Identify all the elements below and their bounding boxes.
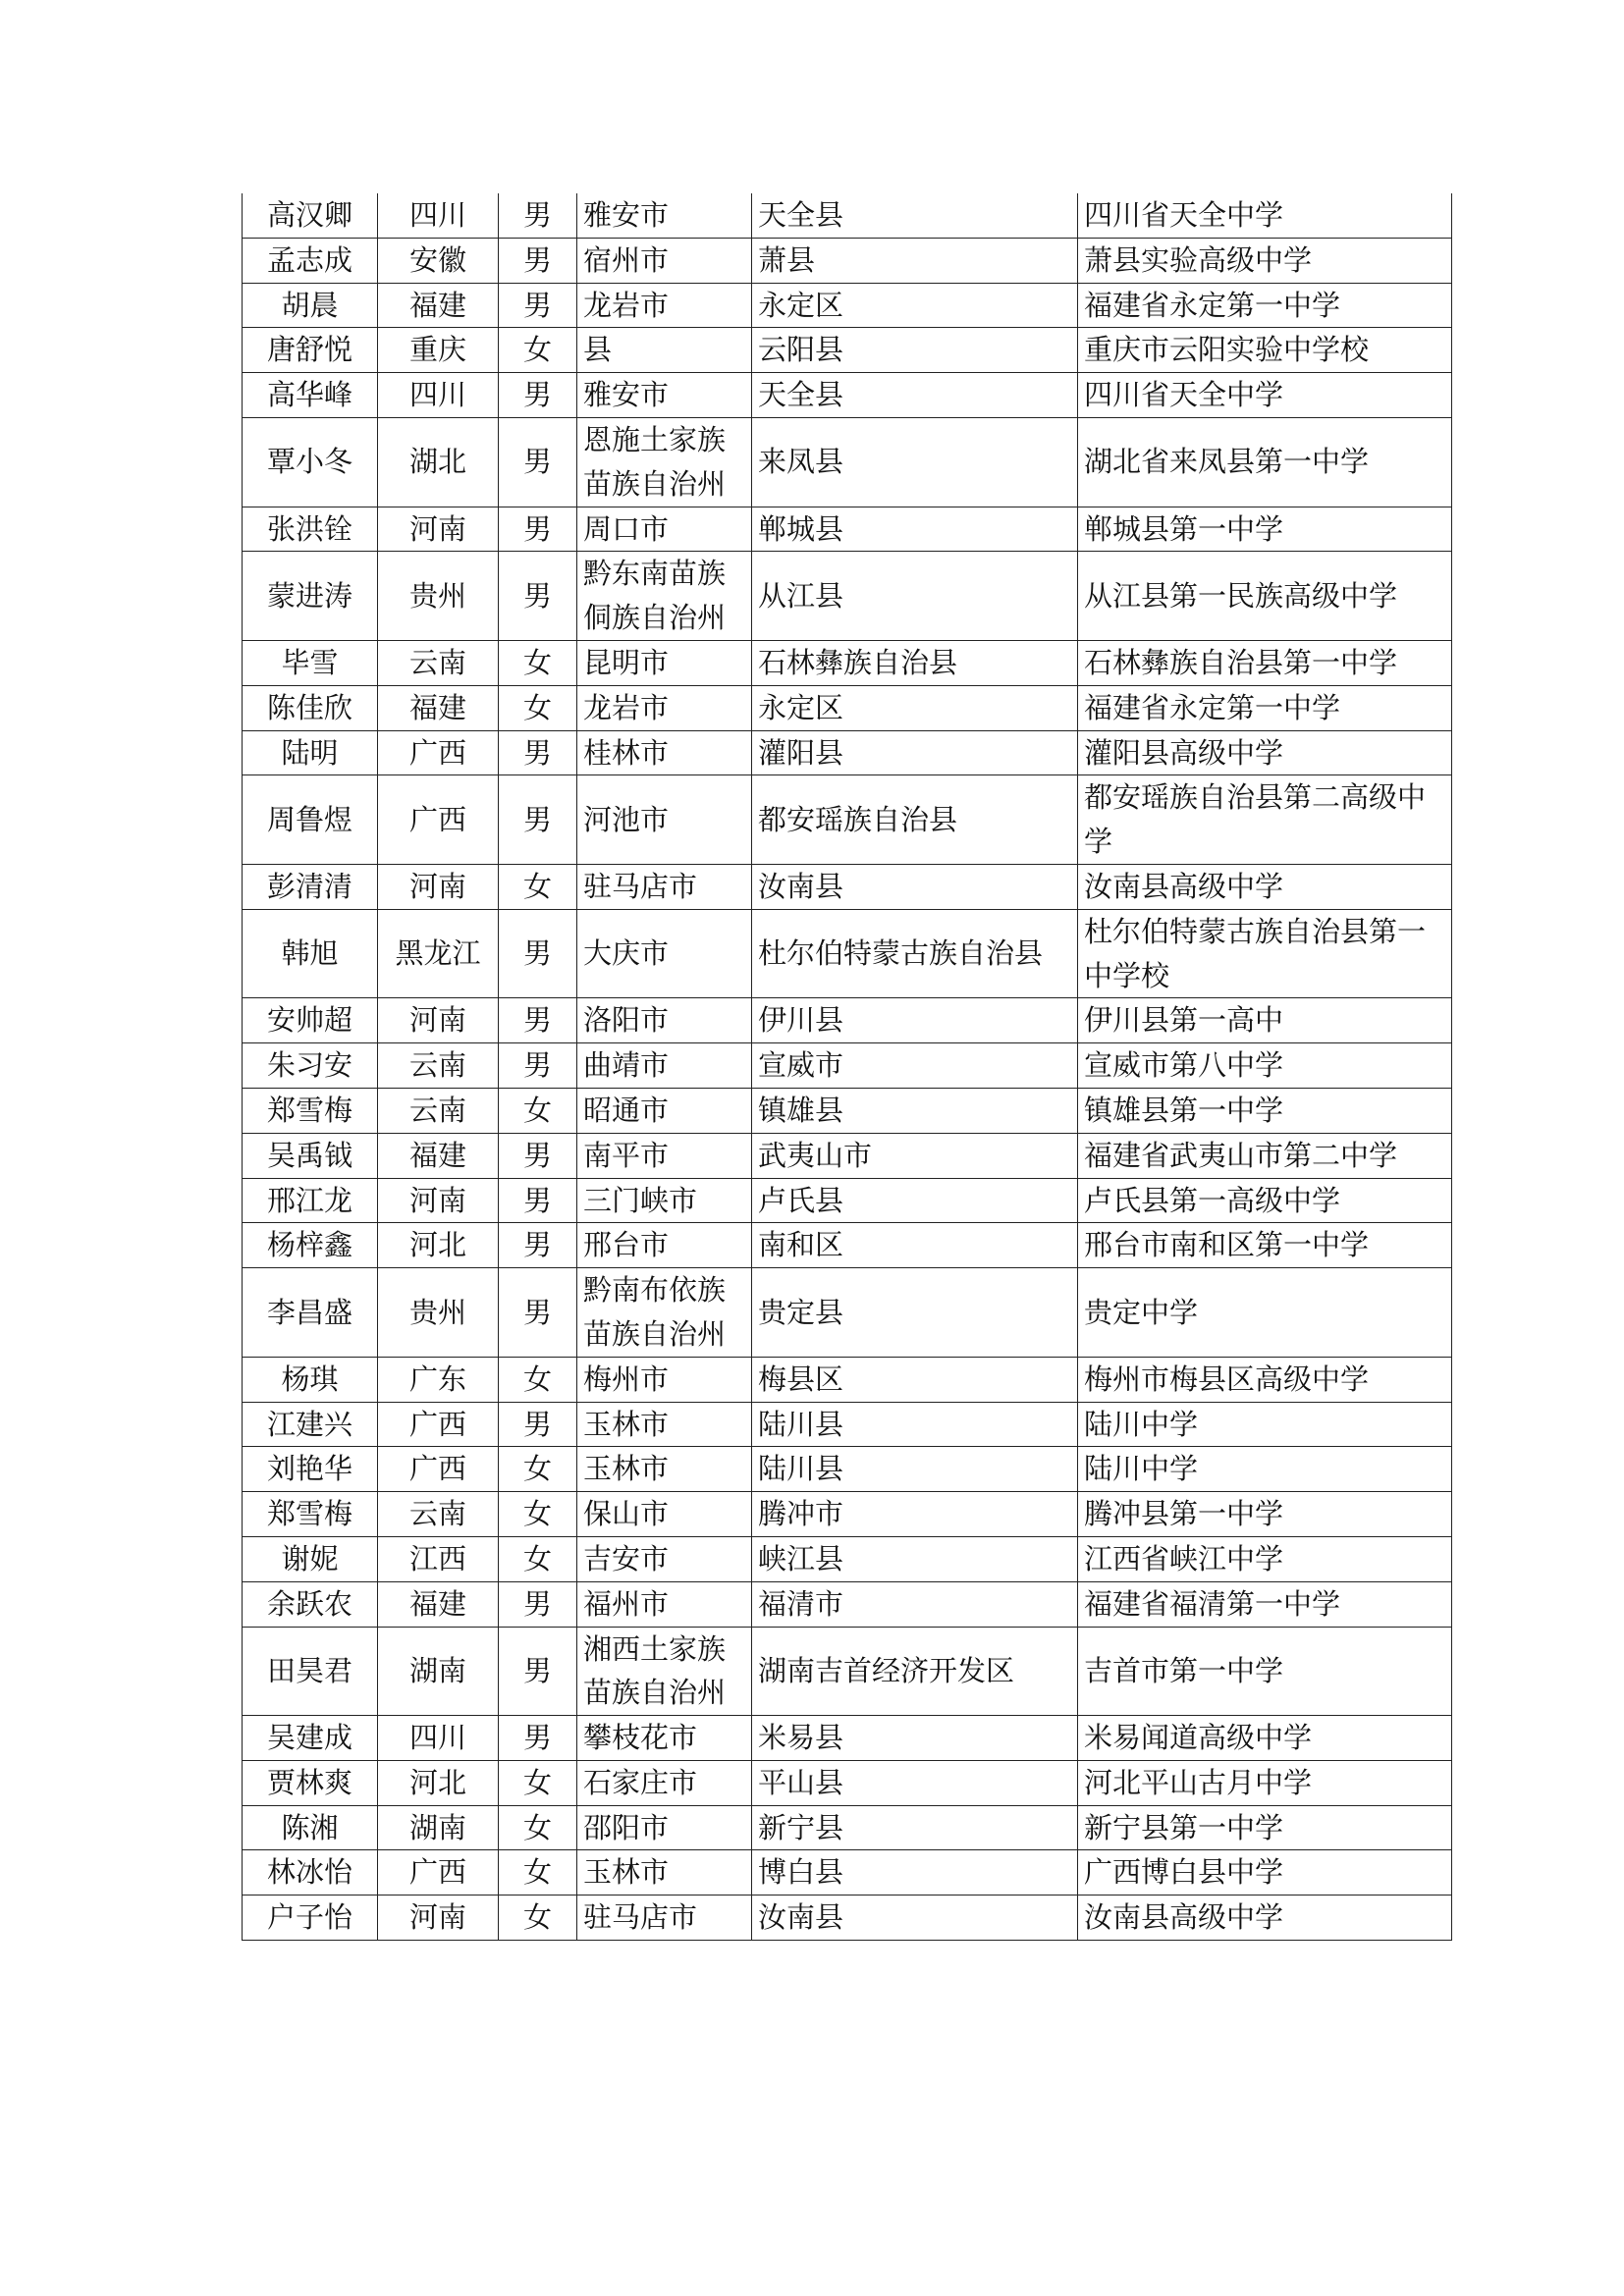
table-row — [243, 1536, 1452, 1581]
county-cell: 卢氏县 — [752, 1178, 1078, 1223]
city-cell: 桂林市 — [577, 730, 752, 775]
school-cell: 梅州市梅县区高级中学 — [1078, 1357, 1452, 1402]
county-cell: 贵定县 — [752, 1268, 1078, 1358]
student-name-cell: 张洪铨 — [243, 507, 378, 552]
gender-cell: 男 — [499, 373, 577, 418]
city-cell: 攀枝花市 — [577, 1716, 752, 1761]
city-cell: 梅州市 — [577, 1357, 752, 1402]
gender-cell: 男 — [499, 1581, 577, 1627]
gender-cell: 女 — [499, 1536, 577, 1581]
county-cell: 杜尔伯特蒙古族自治县 — [752, 909, 1078, 998]
school-cell: 广西博白县中学 — [1078, 1850, 1452, 1896]
county-cell: 汝南县 — [752, 1896, 1078, 1941]
table-row — [243, 775, 1452, 865]
province-cell: 江西 — [378, 1536, 499, 1581]
county-cell: 永定区 — [752, 283, 1078, 328]
city-cell: 玉林市 — [577, 1447, 752, 1492]
school-cell: 腾冲县第一中学 — [1078, 1492, 1452, 1537]
county-cell: 伊川县 — [752, 998, 1078, 1043]
student-name-cell: 高华峰 — [243, 373, 378, 418]
province-cell: 广西 — [378, 775, 499, 865]
gender-cell: 男 — [499, 1402, 577, 1447]
province-cell: 重庆 — [378, 328, 499, 373]
province-cell: 四川 — [378, 1716, 499, 1761]
school-cell: 镇雄县第一中学 — [1078, 1088, 1452, 1133]
student-name-cell: 杨梓鑫 — [243, 1223, 378, 1268]
gender-cell: 男 — [499, 1178, 577, 1223]
student-name-cell: 唐舒悦 — [243, 328, 378, 373]
table-row — [243, 998, 1452, 1043]
county-cell: 天全县 — [752, 193, 1078, 238]
city-cell: 雅安市 — [577, 373, 752, 418]
school-cell: 汝南县高级中学 — [1078, 864, 1452, 909]
table-row — [243, 730, 1452, 775]
student-name-cell: 江建兴 — [243, 1402, 378, 1447]
province-cell: 云南 — [378, 1492, 499, 1537]
province-cell: 湖北 — [378, 417, 499, 507]
roster-body — [243, 193, 1452, 1941]
school-cell: 四川省天全中学 — [1078, 193, 1452, 238]
city-cell: 邵阳市 — [577, 1805, 752, 1850]
student-name-cell: 陈佳欣 — [243, 685, 378, 730]
county-cell: 陆川县 — [752, 1402, 1078, 1447]
city-cell: 湘西土家族苗族自治州 — [577, 1627, 752, 1716]
city-cell: 县 — [577, 328, 752, 373]
gender-cell: 男 — [499, 1133, 577, 1178]
county-cell: 峡江县 — [752, 1536, 1078, 1581]
student-name-cell: 彭清清 — [243, 864, 378, 909]
gender-cell: 男 — [499, 417, 577, 507]
school-cell: 杜尔伯特蒙古族自治县第一中学校 — [1078, 909, 1452, 998]
school-cell: 四川省天全中学 — [1078, 373, 1452, 418]
province-cell: 安徽 — [378, 238, 499, 283]
city-cell: 大庆市 — [577, 909, 752, 998]
province-cell: 河北 — [378, 1760, 499, 1805]
school-cell: 福建省武夷山市第二中学 — [1078, 1133, 1452, 1178]
city-cell: 保山市 — [577, 1492, 752, 1537]
table-row — [243, 1178, 1452, 1223]
table-row — [243, 552, 1452, 641]
table-row — [243, 1402, 1452, 1447]
student-name-cell: 陆明 — [243, 730, 378, 775]
province-cell: 广东 — [378, 1357, 499, 1402]
table-row — [243, 507, 1452, 552]
gender-cell: 女 — [499, 1896, 577, 1941]
table-row — [243, 1627, 1452, 1716]
county-cell: 南和区 — [752, 1223, 1078, 1268]
county-cell: 石林彝族自治县 — [752, 640, 1078, 685]
gender-cell: 男 — [499, 283, 577, 328]
school-cell: 郸城县第一中学 — [1078, 507, 1452, 552]
table-row — [243, 1581, 1452, 1627]
student-name-cell: 孟志成 — [243, 238, 378, 283]
table-row — [243, 1850, 1452, 1896]
city-cell: 龙岩市 — [577, 685, 752, 730]
county-cell: 都安瑶族自治县 — [752, 775, 1078, 865]
city-cell: 黔南布依族苗族自治州 — [577, 1268, 752, 1358]
school-cell: 宣威市第八中学 — [1078, 1043, 1452, 1089]
gender-cell: 女 — [499, 328, 577, 373]
table-row — [243, 1492, 1452, 1537]
table-row — [243, 1447, 1452, 1492]
student-name-cell: 覃小冬 — [243, 417, 378, 507]
student-name-cell: 陈湘 — [243, 1805, 378, 1850]
gender-cell: 女 — [499, 1850, 577, 1896]
province-cell: 黑龙江 — [378, 909, 499, 998]
table-row — [243, 1268, 1452, 1358]
city-cell: 玉林市 — [577, 1402, 752, 1447]
county-cell: 武夷山市 — [752, 1133, 1078, 1178]
city-cell: 驻马店市 — [577, 864, 752, 909]
student-name-cell: 毕雪 — [243, 640, 378, 685]
school-cell: 邢台市南和区第一中学 — [1078, 1223, 1452, 1268]
gender-cell: 女 — [499, 1805, 577, 1850]
city-cell: 宿州市 — [577, 238, 752, 283]
province-cell: 广西 — [378, 1402, 499, 1447]
province-cell: 广西 — [378, 1850, 499, 1896]
student-name-cell: 贾林爽 — [243, 1760, 378, 1805]
province-cell: 湖南 — [378, 1627, 499, 1716]
student-name-cell: 胡晨 — [243, 283, 378, 328]
school-cell: 萧县实验高级中学 — [1078, 238, 1452, 283]
table-row — [243, 417, 1452, 507]
county-cell: 从江县 — [752, 552, 1078, 641]
school-cell: 石林彝族自治县第一中学 — [1078, 640, 1452, 685]
county-cell: 汝南县 — [752, 864, 1078, 909]
city-cell: 邢台市 — [577, 1223, 752, 1268]
table-row — [243, 685, 1452, 730]
county-cell: 博白县 — [752, 1850, 1078, 1896]
province-cell: 湖南 — [378, 1805, 499, 1850]
school-cell: 江西省峡江中学 — [1078, 1536, 1452, 1581]
school-cell: 汝南县高级中学 — [1078, 1896, 1452, 1941]
province-cell: 河南 — [378, 864, 499, 909]
city-cell: 南平市 — [577, 1133, 752, 1178]
county-cell: 云阳县 — [752, 328, 1078, 373]
city-cell: 福州市 — [577, 1581, 752, 1627]
table-row — [243, 1088, 1452, 1133]
province-cell: 四川 — [378, 373, 499, 418]
gender-cell: 女 — [499, 1447, 577, 1492]
school-cell: 福建省永定第一中学 — [1078, 283, 1452, 328]
gender-cell: 男 — [499, 1223, 577, 1268]
city-cell: 周口市 — [577, 507, 752, 552]
province-cell: 福建 — [378, 1581, 499, 1627]
county-cell: 平山县 — [752, 1760, 1078, 1805]
gender-cell: 女 — [499, 864, 577, 909]
province-cell: 云南 — [378, 640, 499, 685]
province-cell: 贵州 — [378, 552, 499, 641]
student-name-cell: 杨琪 — [243, 1357, 378, 1402]
county-cell: 福清市 — [752, 1581, 1078, 1627]
student-name-cell: 郑雪梅 — [243, 1088, 378, 1133]
city-cell: 曲靖市 — [577, 1043, 752, 1089]
city-cell: 昆明市 — [577, 640, 752, 685]
table-row — [243, 1716, 1452, 1761]
gender-cell: 男 — [499, 1716, 577, 1761]
city-cell: 河池市 — [577, 775, 752, 865]
gender-cell: 女 — [499, 1492, 577, 1537]
city-cell: 龙岩市 — [577, 283, 752, 328]
province-cell: 河南 — [378, 1896, 499, 1941]
county-cell: 腾冲市 — [752, 1492, 1078, 1537]
county-cell: 萧县 — [752, 238, 1078, 283]
county-cell: 灌阳县 — [752, 730, 1078, 775]
table-row — [243, 864, 1452, 909]
province-cell: 广西 — [378, 1447, 499, 1492]
student-name-cell: 吴建成 — [243, 1716, 378, 1761]
student-name-cell: 安帅超 — [243, 998, 378, 1043]
city-cell: 昭通市 — [577, 1088, 752, 1133]
gender-cell: 男 — [499, 1043, 577, 1089]
school-cell: 福建省福清第一中学 — [1078, 1581, 1452, 1627]
county-cell: 湖南吉首经济开发区 — [752, 1627, 1078, 1716]
student-name-cell: 高汉卿 — [243, 193, 378, 238]
city-cell: 洛阳市 — [577, 998, 752, 1043]
province-cell: 福建 — [378, 685, 499, 730]
student-name-cell: 余跃农 — [243, 1581, 378, 1627]
table-row — [243, 1805, 1452, 1850]
table-row — [243, 1133, 1452, 1178]
school-cell: 伊川县第一高中 — [1078, 998, 1452, 1043]
province-cell: 贵州 — [378, 1268, 499, 1358]
gender-cell: 男 — [499, 1268, 577, 1358]
gender-cell: 女 — [499, 1357, 577, 1402]
school-cell: 吉首市第一中学 — [1078, 1627, 1452, 1716]
province-cell: 四川 — [378, 193, 499, 238]
school-cell: 福建省永定第一中学 — [1078, 685, 1452, 730]
city-cell: 黔东南苗族侗族自治州 — [577, 552, 752, 641]
school-cell: 贵定中学 — [1078, 1268, 1452, 1358]
school-cell: 重庆市云阳实验中学校 — [1078, 328, 1452, 373]
province-cell: 河南 — [378, 1178, 499, 1223]
table-row — [243, 373, 1452, 418]
student-name-cell: 朱习安 — [243, 1043, 378, 1089]
school-cell: 陆川中学 — [1078, 1402, 1452, 1447]
student-name-cell: 刘艳华 — [243, 1447, 378, 1492]
gender-cell: 男 — [499, 730, 577, 775]
city-cell: 玉林市 — [577, 1850, 752, 1896]
school-cell: 湖北省来凤县第一中学 — [1078, 417, 1452, 507]
county-cell: 永定区 — [752, 685, 1078, 730]
gender-cell: 男 — [499, 1627, 577, 1716]
school-cell: 从江县第一民族高级中学 — [1078, 552, 1452, 641]
province-cell: 河北 — [378, 1223, 499, 1268]
gender-cell: 女 — [499, 640, 577, 685]
county-cell: 梅县区 — [752, 1357, 1078, 1402]
student-name-cell: 周鲁煜 — [243, 775, 378, 865]
province-cell: 福建 — [378, 283, 499, 328]
county-cell: 宣威市 — [752, 1043, 1078, 1089]
student-name-cell: 户子怡 — [243, 1896, 378, 1941]
province-cell: 河南 — [378, 998, 499, 1043]
county-cell: 郸城县 — [752, 507, 1078, 552]
gender-cell: 男 — [499, 775, 577, 865]
gender-cell: 女 — [499, 1088, 577, 1133]
table-row — [243, 1896, 1452, 1941]
gender-cell: 女 — [499, 685, 577, 730]
table-row — [243, 328, 1452, 373]
county-cell: 天全县 — [752, 373, 1078, 418]
county-cell: 镇雄县 — [752, 1088, 1078, 1133]
gender-cell: 男 — [499, 998, 577, 1043]
city-cell: 吉安市 — [577, 1536, 752, 1581]
table-row — [243, 1760, 1452, 1805]
table-row — [243, 1357, 1452, 1402]
school-cell: 卢氏县第一高级中学 — [1078, 1178, 1452, 1223]
table-row — [243, 1043, 1452, 1089]
table-row — [243, 909, 1452, 998]
table-row — [243, 238, 1452, 283]
school-cell: 灌阳县高级中学 — [1078, 730, 1452, 775]
gender-cell: 男 — [499, 193, 577, 238]
student-roster-table — [242, 193, 1452, 1941]
province-cell: 云南 — [378, 1043, 499, 1089]
student-name-cell: 谢妮 — [243, 1536, 378, 1581]
gender-cell: 男 — [499, 909, 577, 998]
school-cell: 新宁县第一中学 — [1078, 1805, 1452, 1850]
county-cell: 陆川县 — [752, 1447, 1078, 1492]
student-name-cell: 林冰怡 — [243, 1850, 378, 1896]
county-cell: 米易县 — [752, 1716, 1078, 1761]
school-cell: 陆川中学 — [1078, 1447, 1452, 1492]
province-cell: 广西 — [378, 730, 499, 775]
table-row — [243, 640, 1452, 685]
gender-cell: 男 — [499, 552, 577, 641]
county-cell: 来凤县 — [752, 417, 1078, 507]
student-name-cell: 韩旭 — [243, 909, 378, 998]
student-name-cell: 邢江龙 — [243, 1178, 378, 1223]
county-cell: 新宁县 — [752, 1805, 1078, 1850]
city-cell: 石家庄市 — [577, 1760, 752, 1805]
student-name-cell: 李昌盛 — [243, 1268, 378, 1358]
gender-cell: 男 — [499, 238, 577, 283]
student-name-cell: 吴禹钺 — [243, 1133, 378, 1178]
province-cell: 福建 — [378, 1133, 499, 1178]
table-row — [243, 193, 1452, 238]
province-cell: 云南 — [378, 1088, 499, 1133]
student-name-cell: 蒙进涛 — [243, 552, 378, 641]
gender-cell: 女 — [499, 1760, 577, 1805]
school-cell: 都安瑶族自治县第二高级中学 — [1078, 775, 1452, 865]
city-cell: 驻马店市 — [577, 1896, 752, 1941]
city-cell: 雅安市 — [577, 193, 752, 238]
student-name-cell: 田昊君 — [243, 1627, 378, 1716]
city-cell: 三门峡市 — [577, 1178, 752, 1223]
table-row — [243, 1223, 1452, 1268]
gender-cell: 男 — [499, 507, 577, 552]
province-cell: 河南 — [378, 507, 499, 552]
city-cell: 恩施土家族苗族自治州 — [577, 417, 752, 507]
table-row — [243, 283, 1452, 328]
student-name-cell: 郑雪梅 — [243, 1492, 378, 1537]
school-cell: 米易闻道高级中学 — [1078, 1716, 1452, 1761]
school-cell: 河北平山古月中学 — [1078, 1760, 1452, 1805]
